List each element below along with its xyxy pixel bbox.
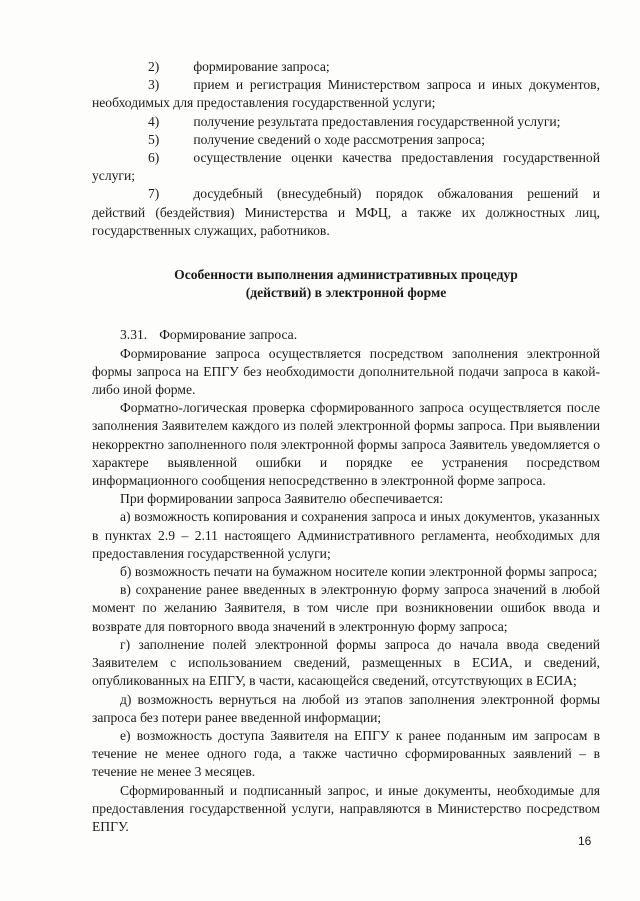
list-text: прием и регистрация Министерством запроса и иных документов, необходимых для предоставления государственной услуги; [92, 77, 600, 111]
section-heading [92, 266, 600, 302]
paragraph: Сформированный и подписанный запрос, и иные документы, необходимые для предоставления государственной услуги, направляются в Министерство посредством ЕПГУ. [92, 782, 600, 834]
list-text: получение результата предоставления государственной услуги; [193, 113, 561, 129]
subsection-text: Формирование запроса. [159, 327, 298, 343]
list-text: формирование запроса; [193, 59, 330, 74]
paragraph: Форматно-логическая проверка сформированного запроса осуществляется после заполнения Заявителем каждого из полей электронной формы запроса. При выявлении некорректно заполненного поля электронной формы запроса Заявитель уведомляется о характере выявленной ошибки и порядке ее устранения посредством информационного сообщения непосредственно в электронной форме запроса. [92, 400, 600, 489]
paragraph-item-g: г) заполнение полей электронной формы запроса до начала ввода сведений Заявителем с использованием сведений, размещенных в ЕСИА, и сведений, опубликованных на ЕПГУ, в части, касающейся сведений, отсутствующих в ЕСИА; [92, 636, 600, 689]
heading-line-2: (действий) в электронной форме [245, 285, 447, 301]
list-item [92, 58, 600, 76]
list-number: 3) [148, 77, 160, 93]
paragraph-item-b: б) возможность печати на бумажном носителе копии электронной формы запроса; [120, 564, 598, 580]
paragraph-item-d: д) возможность вернуться на любой из этапов заполнения электронной формы запроса без потери ранее введенной информации; [92, 691, 600, 725]
list-text: осуществление оценки качества предоставления государственной услуги; [92, 150, 600, 184]
paragraph-item-a: а) возможность копирования и сохранения запроса и иных документов, указанных в пунктах 2.9 – 2.11 настоящего Административного регламента, необходимых для предоставления государственной услуги; [92, 509, 600, 561]
paragraph-item-e: е) возможность доступа Заявителя на ЕПГУ к ранее поданным им запросам в течение не менее одного года, а также частично сформированных заявлений – в течение не менее 3 месяцев. [92, 727, 600, 780]
list-text: получение сведений о ходе рассмотрения запроса; [193, 131, 485, 147]
paragraph: Формирование запроса осуществляется посредством заполнения электронной формы запроса на ЕПГУ без необходимости дополнительной подачи запроса в какой-либо иной форме. [92, 345, 600, 398]
subsection-title [92, 326, 600, 344]
subsection-number: 3.31. [120, 327, 148, 343]
list-item [92, 76, 600, 112]
paragraph: При формировании запроса Заявителю обеспечивается: [120, 491, 444, 507]
list-number: 2) [148, 59, 160, 74]
list-item [92, 149, 600, 185]
page-content [92, 58, 600, 836]
paragraph-item-v: в) сохранение ранее введенных в электронную форму запроса значений в любой момент по желанию Заявителя, в том числе при возникновении ошибок ввода и возврате для повторного ввода значений в электронную форму запроса; [92, 582, 600, 634]
page-number: 16 [578, 834, 592, 848]
list-text: досудебный (внесудебный) порядок обжалования решений и действий (бездействия) Министерства и МФЦ, а также их должностных лиц, государственных служащих, работников. [92, 186, 600, 238]
heading-line-1: Особенности выполнения административных процедур [174, 267, 518, 283]
list-item [92, 131, 600, 149]
list-item [92, 113, 600, 131]
list-item [92, 185, 600, 240]
list-number: 7) [148, 186, 160, 202]
list-number: 6) [148, 150, 160, 166]
list-number: 4) [148, 113, 160, 129]
list-number: 5) [148, 131, 160, 147]
